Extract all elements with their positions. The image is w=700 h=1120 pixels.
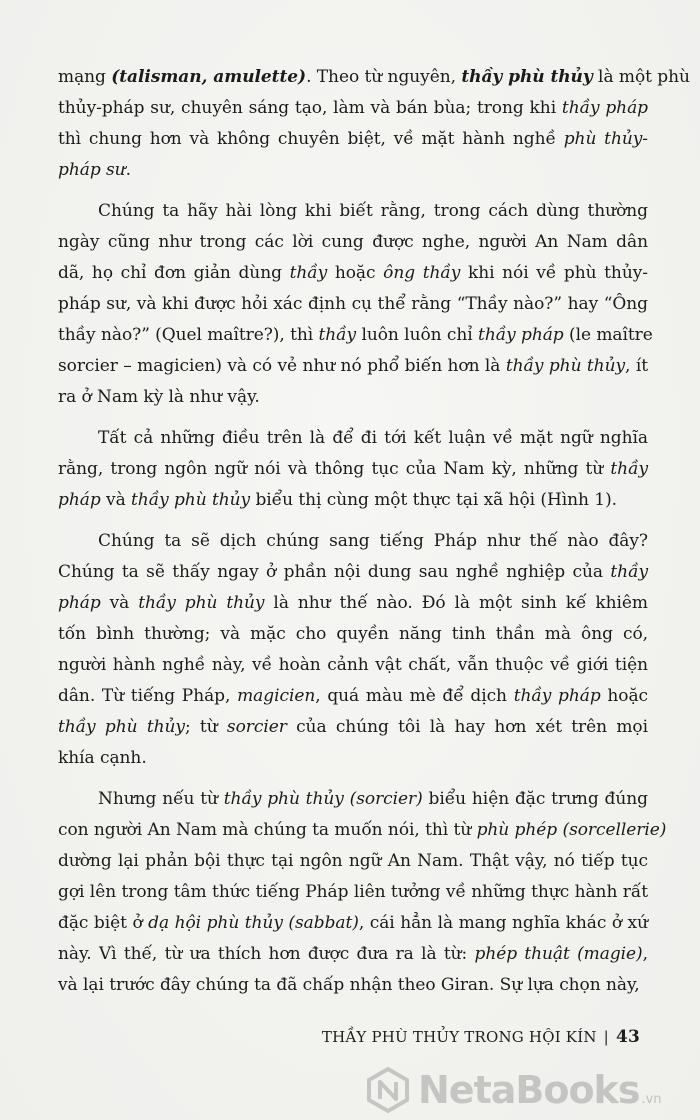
text-line bbox=[58, 939, 648, 970]
emphasized-text: phép thuật (magie) bbox=[474, 944, 643, 964]
text-run: là một phù bbox=[592, 67, 690, 87]
text-run: và lại trước đây chúng ta đã chấp nhận theo Giran. Sự lựa chọn này, bbox=[58, 975, 640, 995]
body-text bbox=[58, 62, 690, 1011]
text-run: luôn luôn chỉ bbox=[356, 325, 479, 345]
text-run: . Theo từ nguyên, bbox=[306, 67, 462, 87]
text-run: của chúng tôi là hay hơn xét trên mọi bbox=[286, 717, 648, 737]
text-line bbox=[58, 196, 648, 227]
emphasized-text: thầy pháp bbox=[561, 98, 648, 118]
running-title: THẦY PHÙ THỦY TRONG HỘI KÍN bbox=[321, 1028, 597, 1046]
text-run: Chúng ta hãy hài lòng khi biết rằng, trong cách dùng thường bbox=[98, 201, 648, 221]
text-run: dã, họ chỉ đơn giản dùng bbox=[58, 263, 290, 283]
text-line bbox=[58, 227, 648, 258]
footer-separator: | bbox=[603, 1028, 609, 1046]
paragraph bbox=[58, 196, 653, 413]
text-line bbox=[58, 557, 648, 588]
watermark bbox=[364, 1062, 694, 1118]
text-line bbox=[58, 454, 648, 485]
text-run: gợi lên trong tâm thức tiếng Pháp liên tưởng về những thực hành rất bbox=[58, 882, 648, 902]
text-run: dân. Từ tiếng Pháp, bbox=[58, 686, 238, 706]
text-run: này. Vì thế, từ ưa thích hơn được đưa ra là từ: bbox=[58, 944, 475, 964]
emphasized-text: thầy phù thủy bbox=[131, 490, 251, 510]
emphasized-text: thầy phù thủy bbox=[505, 356, 626, 376]
text-run: Chúng ta sẽ thấy ngay ở phần nội dung sau nghề nghiệp của bbox=[58, 562, 611, 582]
emphasized-text: thầy phù thủy bbox=[461, 67, 593, 87]
text-run: . bbox=[125, 160, 131, 180]
text-line bbox=[58, 155, 648, 186]
text-run: Tất cả những điều trên là để đi tới kết luận về mặt ngữ nghĩa bbox=[98, 428, 648, 448]
emphasized-text: thầy pháp bbox=[478, 325, 564, 345]
emphasized-text: magicien bbox=[237, 686, 316, 706]
text-line bbox=[58, 681, 648, 712]
text-line bbox=[58, 423, 648, 454]
text-line bbox=[58, 784, 648, 815]
text-line bbox=[58, 258, 648, 289]
text-line bbox=[58, 743, 648, 774]
emphasized-text: pháp sư bbox=[58, 160, 126, 180]
emphasized-text: thầy bbox=[289, 263, 328, 283]
text-line bbox=[58, 485, 648, 516]
text-run: thầy nào?” (Quel maître?), thì bbox=[58, 325, 319, 345]
text-run: , ít bbox=[625, 356, 648, 376]
text-run: và bbox=[100, 593, 139, 613]
emphasized-text: thầy bbox=[318, 325, 357, 345]
page-number: 43 bbox=[615, 1027, 640, 1047]
text-run: biểu hiện đặc trưng đúng bbox=[422, 789, 648, 809]
paragraph bbox=[58, 784, 667, 1001]
text-run: (le maître bbox=[563, 325, 653, 345]
text-run: và bbox=[100, 490, 132, 510]
text-line bbox=[58, 846, 648, 877]
text-line bbox=[58, 289, 648, 320]
page-footer bbox=[0, 1027, 640, 1047]
watermark-suffix: .vn bbox=[641, 1091, 662, 1107]
text-line bbox=[58, 877, 648, 908]
emphasized-text: phù phép (sorcellerie) bbox=[476, 820, 667, 840]
emphasized-text: pháp bbox=[58, 593, 101, 613]
text-line bbox=[58, 619, 648, 650]
text-line bbox=[58, 320, 653, 351]
text-line bbox=[58, 351, 648, 382]
text-run: thủy-pháp sư, chuyên sáng tạo, làm và bán bùa; trong khi bbox=[58, 98, 562, 118]
text-run: mạng bbox=[58, 67, 112, 87]
text-line bbox=[58, 124, 648, 155]
text-run: khía cạnh. bbox=[58, 748, 147, 768]
emphasized-text: thầy bbox=[610, 459, 648, 479]
text-run: sorcier – magicien) và có vẻ như nó phổ biến hơn là bbox=[58, 356, 506, 376]
text-line bbox=[58, 93, 648, 124]
text-line bbox=[58, 650, 648, 681]
text-run: dường lại phản bội thực tại ngôn ngữ An Nam. Thật vậy, nó tiếp tục bbox=[58, 851, 648, 871]
text-line bbox=[58, 588, 648, 619]
text-run: khi nói về phù thủy- bbox=[460, 263, 648, 283]
text-run: người hành nghề này, về hoàn cảnh vật chất, vẫn thuộc về giới tiện bbox=[58, 655, 648, 675]
text-run: , bbox=[642, 944, 648, 964]
text-run: ; từ bbox=[184, 717, 227, 737]
text-run: , cái hẳn là mang nghĩa khác ở xứ bbox=[358, 913, 648, 933]
watermark-brand: NetaBooks bbox=[418, 1068, 640, 1112]
paragraph bbox=[58, 423, 648, 516]
paragraph bbox=[58, 62, 690, 186]
text-line bbox=[58, 382, 648, 413]
text-run: hoặc bbox=[327, 263, 384, 283]
text-line bbox=[58, 970, 648, 1001]
text-line bbox=[58, 526, 648, 557]
emphasized-text: sorcier bbox=[226, 717, 287, 737]
emphasized-text: thầy phù thủy bbox=[138, 593, 265, 613]
text-line bbox=[58, 712, 648, 743]
emphasized-text: thầy pháp bbox=[513, 686, 601, 706]
emphasized-text: ông thầy bbox=[383, 263, 461, 283]
text-run: Chúng ta sẽ dịch chúng sang tiếng Pháp như thế nào đây? bbox=[98, 531, 648, 551]
text-run: ra ở Nam kỳ là như vậy. bbox=[58, 387, 260, 407]
emphasized-text: thầy phù thủy bbox=[58, 717, 185, 737]
text-run: rằng, trong ngôn ngữ nói và thông tục của Nam kỳ, những từ bbox=[58, 459, 611, 479]
paragraph bbox=[58, 526, 648, 774]
text-run: biểu thị cùng một thực tại xã hội (Hình 1). bbox=[250, 490, 618, 510]
emphasized-text: thầy bbox=[610, 562, 648, 582]
text-line bbox=[58, 62, 690, 93]
text-run: là như thế nào. Đó là một sinh kế khiêm bbox=[264, 593, 648, 613]
text-run: hoặc bbox=[600, 686, 649, 706]
text-run: ngày cũng như trong các lời cung được nghe, người An Nam dân bbox=[58, 232, 648, 252]
netabooks-logo-icon bbox=[364, 1066, 412, 1114]
text-line bbox=[58, 908, 648, 939]
emphasized-text: phù thủy- bbox=[563, 129, 649, 149]
text-run: Nhưng nếu từ bbox=[98, 789, 224, 809]
text-run: con người An Nam mà chúng ta muốn nói, thì từ bbox=[58, 820, 477, 840]
text-run: , quá màu mè để dịch bbox=[315, 686, 514, 706]
emphasized-text: (talisman, amulette) bbox=[111, 67, 307, 87]
emphasized-text: dạ hội phù thủy (sabbat) bbox=[148, 913, 359, 933]
emphasized-text: pháp bbox=[58, 490, 101, 510]
text-run: pháp sư, và khi được hỏi xác định cụ thể rằng “Thầy nào?” hay “Ông bbox=[58, 294, 648, 314]
text-run: thì chung hơn và không chuyên biệt, về mặt hành nghề bbox=[58, 129, 564, 149]
emphasized-text: thầy phù thủy (sorcier) bbox=[223, 789, 423, 809]
text-run: tốn bình thường; và mặc cho quyền năng tinh thần mà ông có, bbox=[58, 624, 648, 644]
text-run: đặc biệt ở bbox=[58, 913, 149, 933]
text-line bbox=[58, 815, 667, 846]
